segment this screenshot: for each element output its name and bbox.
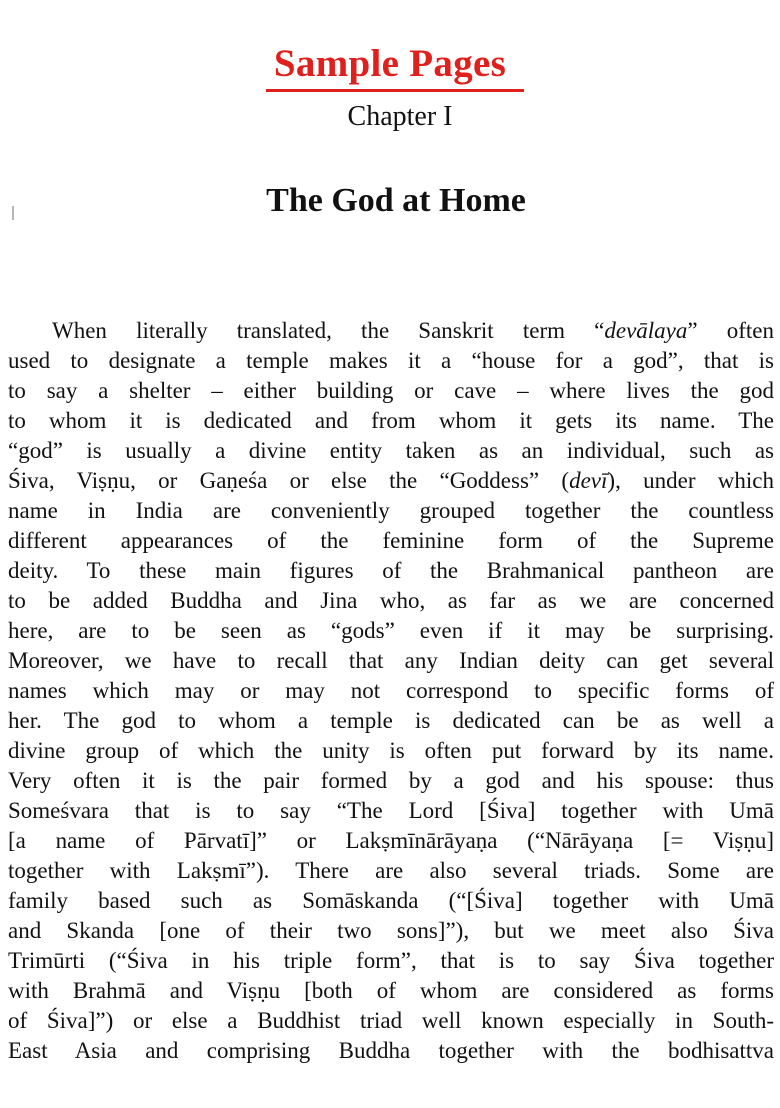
body-line: with Brahmā and Viṣṇu [both of whom are considered as forms bbox=[8, 978, 774, 1003]
body-line: [a name of Pārvatī]” or Lakṣmīnārāyaṇa (“Nārāyaṇa [= Viṣṇu] bbox=[8, 828, 774, 853]
body-line: to say a shelter – either building or cave – where lives the god bbox=[8, 378, 774, 403]
body-line: East Asia and comprising Buddha together with the bodhisattva bbox=[8, 1038, 774, 1063]
body-line: here, are to be seen as “gods” even if it may be surprising. bbox=[8, 618, 774, 643]
body-line: to whom it is dedicated and from whom it gets its name. The bbox=[8, 408, 774, 433]
body-line: “god” is usually a divine entity taken as an individual, such as bbox=[8, 438, 774, 463]
sample-pages-banner bbox=[0, 44, 780, 83]
body-line: Someśvara that is to say “The Lord [Śiva] together with Umā bbox=[8, 798, 774, 823]
banner-label: Sample Pages bbox=[273, 42, 507, 85]
body-line: used to designate a temple makes it a “house for a god”, that is bbox=[8, 348, 774, 373]
body-line: name in India are conveniently grouped together the countless bbox=[8, 498, 774, 523]
body-line: divine group of which the unity is often put forward by its name. bbox=[8, 738, 774, 763]
body-line: her. The god to whom a temple is dedicated can be as well a bbox=[8, 708, 774, 733]
body-line: and Skanda [one of their two sons]”), but we meet also Śiva bbox=[8, 918, 774, 943]
body-line: Śiva, Viṣṇu, or Gaṇeśa or else the “Goddess” (devī), under which bbox=[8, 468, 774, 493]
body-line: Moreover, we have to recall that any Indian deity can get several bbox=[8, 648, 774, 673]
body-line: different appearances of the feminine form of the Supreme bbox=[8, 528, 774, 553]
body-line: family based such as Somāskanda (“[Śiva] together with Umā bbox=[8, 888, 774, 913]
body-paragraph bbox=[8, 316, 774, 1066]
banner-underline bbox=[266, 89, 524, 92]
body-line: to be added Buddha and Jina who, as far as we are concerned bbox=[8, 588, 774, 613]
body-line: deity. To these main figures of the Brahmanical pantheon are bbox=[8, 558, 774, 583]
body-line: When literally translated, the Sanskrit term “devālaya” often bbox=[52, 318, 774, 343]
body-line: together with Lakṣmī”). There are also several triads. Some are bbox=[8, 858, 774, 883]
scan-mark bbox=[12, 206, 14, 220]
body-line: of Śiva]”) or else a Buddhist triad well known especially in South- bbox=[8, 1008, 774, 1033]
body-line: names which may or may not correspond to specific forms of bbox=[8, 678, 774, 703]
body-line: Trimūrti (“Śiva in his triple form”, that is to say Śiva together bbox=[8, 948, 774, 973]
body-line: Very often it is the pair formed by a god and his spouse: thus bbox=[8, 768, 774, 793]
chapter-title: The God at Home bbox=[266, 182, 526, 219]
chapter-number: Chapter I bbox=[347, 101, 453, 132]
